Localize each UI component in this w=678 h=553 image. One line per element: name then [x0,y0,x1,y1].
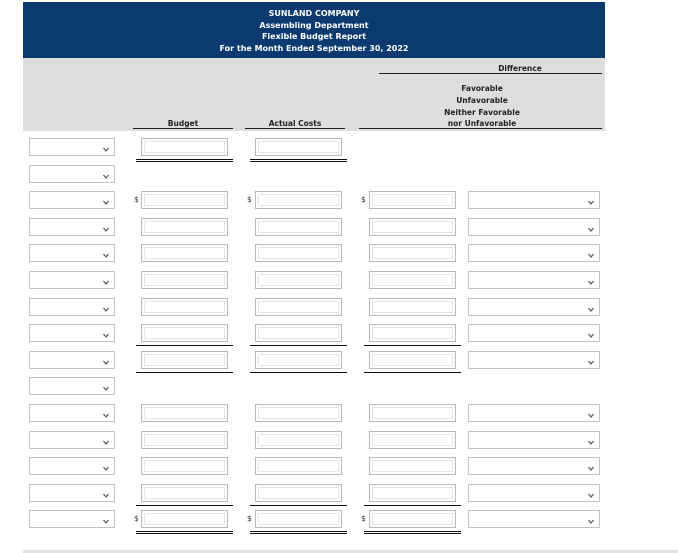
budget-dollar-sign: $ [134,514,139,523]
account-select-row-12[interactable] [29,431,115,449]
chevron-down-icon [587,434,595,446]
actual-input-row-15[interactable] [255,510,342,528]
account-select-row-6[interactable] [29,271,115,289]
difference-heading: Difference [498,64,542,73]
chevron-down-icon [102,194,110,206]
favorability-select-row-12[interactable] [468,431,600,449]
chevron-down-icon [102,380,110,392]
subtotal-rule [136,345,233,346]
chevron-down-icon [102,168,110,180]
difference-input-row-13[interactable] [369,457,456,475]
chevron-down-icon [102,141,110,153]
favorability-select-row-14[interactable] [468,484,600,502]
report-period: For the Month Ended September 30, 2022 [219,43,409,53]
account-select-row-8[interactable] [29,324,115,342]
chevron-down-icon [587,247,595,259]
account-select-row-13[interactable] [29,457,115,475]
actual-input-row-7[interactable] [255,298,342,316]
total-double-rule [136,533,233,534]
chevron-down-icon [102,274,110,286]
company-name: SUNLAND COMPANY [268,9,360,18]
chevron-down-icon [587,301,595,313]
chevron-down-icon [102,327,110,339]
actual-underline [245,128,345,129]
account-select-row-1[interactable] [29,138,115,156]
favorability-select-row-3[interactable] [468,191,600,209]
difference-input-row-7[interactable] [369,298,456,316]
total-double-rule [250,531,347,532]
budget-input-row-1[interactable] [141,138,228,156]
chevron-down-icon [587,274,595,286]
report-title: Flexible Budget Report [261,32,367,41]
account-select-row-10[interactable] [29,377,115,395]
budget-input-row-14[interactable] [141,484,228,502]
favorability-select-row-7[interactable] [468,298,600,316]
favorability-select-row-6[interactable] [468,271,600,289]
difference-underline [379,73,602,74]
account-select-row-7[interactable] [29,298,115,316]
account-select-row-9[interactable] [29,351,115,369]
account-select-row-11[interactable] [29,404,115,422]
total-double-rule [250,533,347,534]
difference-input-row-3[interactable] [369,191,456,209]
subtotal-rule [250,345,347,346]
actual-input-row-1[interactable] [255,138,342,156]
account-select-row-2[interactable] [29,165,115,183]
actual-dollar-sign: $ [247,514,252,523]
account-select-row-5[interactable] [29,244,115,262]
total-double-rule [136,159,233,160]
budget-input-row-3[interactable] [141,191,228,209]
subtotal-rule [364,345,461,346]
budget-input-row-6[interactable] [141,271,228,289]
difference-input-row-9[interactable] [369,351,456,369]
difference-input-row-8[interactable] [369,324,456,342]
unfavorable-option-label: Unfavorable [456,96,508,105]
difference-input-row-14[interactable] [369,484,456,502]
neither-option-label-1: Neither Favorable [444,108,520,117]
chevron-down-icon [102,487,110,499]
difference-input-row-11[interactable] [369,404,456,422]
total-double-rule [250,159,347,160]
chevron-down-icon [587,407,595,419]
favorable-option-label: Favorable [461,84,503,93]
difference-dollar-sign: $ [361,195,366,204]
subtotal-rule [364,372,461,373]
chevron-down-icon [102,354,110,366]
chevron-down-icon [587,513,595,525]
total-double-rule [364,531,461,532]
report-header-banner [23,2,605,58]
subtotal-rule [364,505,461,506]
budget-input-row-11[interactable] [141,404,228,422]
budget-dollar-sign: $ [134,195,139,204]
subtotal-rule [136,372,233,373]
total-double-rule [250,161,347,162]
favorability-select-row-5[interactable] [468,244,600,262]
subtotal-rule [250,372,347,373]
account-select-row-3[interactable] [29,191,115,209]
chevron-down-icon [102,301,110,313]
budget-heading: Budget [167,119,199,128]
account-select-row-4[interactable] [29,218,115,236]
actual-input-row-8[interactable] [255,324,342,342]
actual-input-row-6[interactable] [255,271,342,289]
favorability-select-row-4[interactable] [468,218,600,236]
budget-input-row-9[interactable] [141,351,228,369]
chevron-down-icon [587,327,595,339]
actual-costs-heading: Actual Costs [268,119,322,128]
actual-input-row-3[interactable] [255,191,342,209]
total-double-rule [136,161,233,162]
chevron-down-icon [102,460,110,472]
chevron-down-icon [587,460,595,472]
actual-dollar-sign: $ [247,195,252,204]
budget-input-row-5[interactable] [141,244,228,262]
column-header-area [23,58,605,131]
chevron-down-icon [587,487,595,499]
subtotal-rule [136,505,233,506]
difference-input-row-12[interactable] [369,431,456,449]
favorability-select-row-8[interactable] [468,324,600,342]
actual-input-row-11[interactable] [255,404,342,422]
chevron-down-icon [102,247,110,259]
budget-input-row-12[interactable] [141,431,228,449]
chevron-down-icon [102,221,110,233]
account-select-row-14[interactable] [29,484,115,502]
actual-input-row-9[interactable] [255,351,342,369]
neither-option-label-2: nor Unfavorable [447,119,517,128]
actual-input-row-5[interactable] [255,244,342,262]
total-double-rule [136,531,233,532]
total-double-rule [364,533,461,534]
difference-input-row-6[interactable] [369,271,456,289]
chevron-down-icon [102,434,110,446]
favorability-select-row-13[interactable] [468,457,600,475]
budget-input-row-7[interactable] [141,298,228,316]
chevron-down-icon [587,194,595,206]
chevron-down-icon [587,221,595,233]
difference-input-row-15[interactable] [369,510,456,528]
budget-input-row-8[interactable] [141,324,228,342]
budget-input-row-4[interactable] [141,218,228,236]
department-name: Assembling Department [259,20,369,30]
budget-input-row-13[interactable] [141,457,228,475]
chevron-down-icon [587,354,595,366]
budget-underline [133,128,233,129]
difference-input-row-5[interactable] [369,244,456,262]
actual-input-row-13[interactable] [255,457,342,475]
budget-input-row-15[interactable] [141,510,228,528]
difference-dollar-sign: $ [361,514,366,523]
actual-input-row-12[interactable] [255,431,342,449]
favorability-select-row-11[interactable] [468,404,600,422]
actual-input-row-4[interactable] [255,218,342,236]
favorability-select-row-15[interactable] [468,510,600,528]
chevron-down-icon [102,513,110,525]
difference-column-underline [359,128,602,129]
account-select-row-15[interactable] [29,510,115,528]
chevron-down-icon [102,407,110,419]
favorability-select-row-9[interactable] [468,351,600,369]
subtotal-rule [250,505,347,506]
difference-input-row-4[interactable] [369,218,456,236]
actual-input-row-14[interactable] [255,484,342,502]
